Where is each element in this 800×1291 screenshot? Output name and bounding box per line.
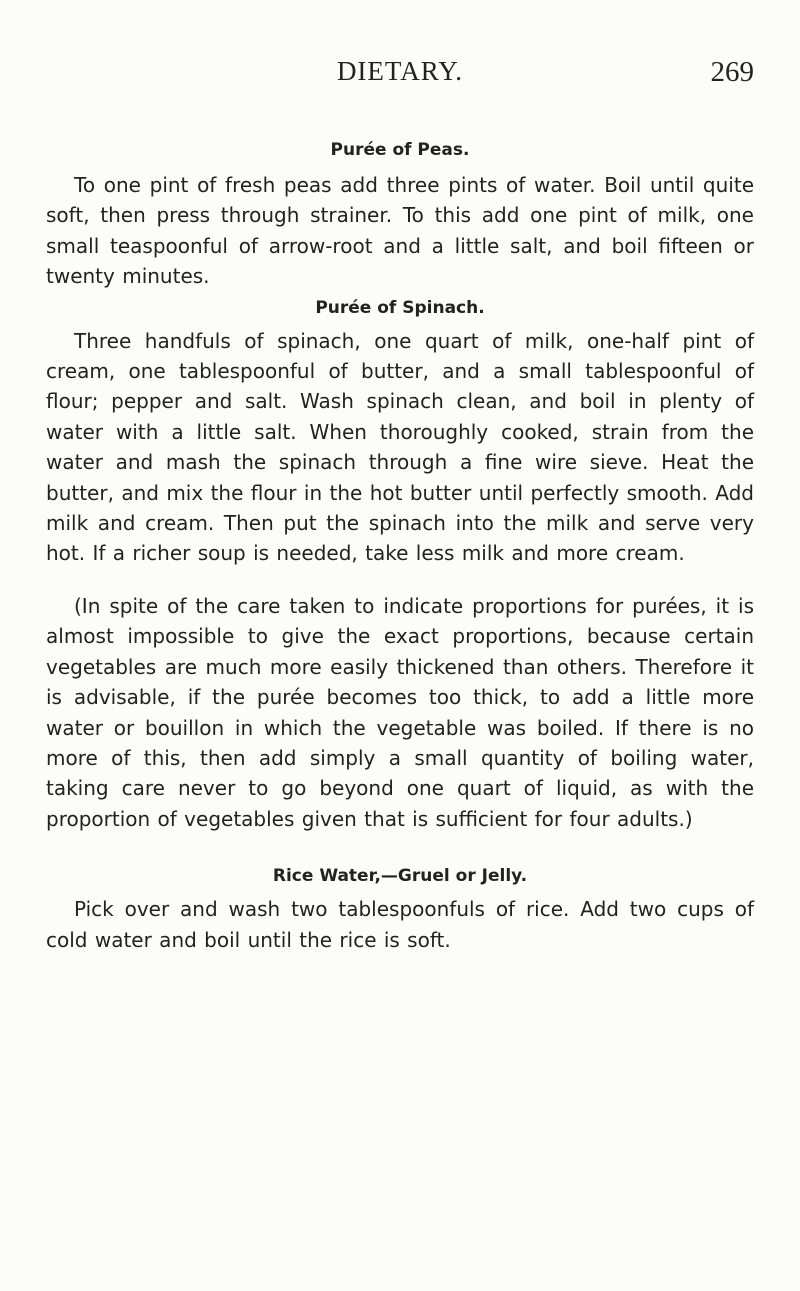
recipe-text-puree-of-spinach: Three handfuls of spinach, one quart of milk, one-half pint of cream, one tablespoonful of butter, and a small tablespoonful of flour; pepper and salt. Wash spinach clean, and boil in plenty of water with a little salt. When thoroughly cooked, strain from the water and mash the spinach through a fine wire sieve. Heat the butter, and mix the flour in the hot butter until perfectly smooth. Add milk and cream. Then put the spinach into the milk and serve very hot. If a richer soup is needed, take less milk and more cream.	[46, 328, 754, 566]
recipe-heading-puree-of-peas: Purée of Peas.	[330, 140, 470, 160]
recipe-text-puree-of-peas: To one pint of fresh peas add three pints of water. Boil until quite soft, then press through strainer. To this add one pint of milk, one small teaspoonful of arrow-root and a little salt, and boil fifteen or twenty minutes.	[46, 173, 754, 289]
running-title: DIETARY.	[336, 56, 464, 86]
book-page	[46, 56, 754, 955]
recipe-heading-puree-of-spinach: Purée of Spinach.	[315, 297, 485, 318]
recipe-text-rice-water: Pick over and wash two tablespoonfuls of rice. Add two cups of cold water and boil until the rice is soft.	[46, 897, 754, 952]
page-number: 269	[710, 56, 754, 88]
puree-proportions-note: (In spite of the care taken to indicate proportions for purées, it is almost impossible to give the exact proportions, because certain vegetables are much more easily thickened than others. Therefore it is advisable, if the purée becomes too thick, to add a little more water or bouillon in which the vegetable was boiled. If there is no more of this, then add simply a small quantity of boiling water, taking care never to go beyond one quart of liquid, as with the proportion of vegetables given that is sufficient for four adults.)	[46, 593, 754, 831]
running-header	[46, 56, 754, 96]
recipe-heading-rice-water: Rice Water,—Gruel or Jelly.	[272, 866, 528, 887]
